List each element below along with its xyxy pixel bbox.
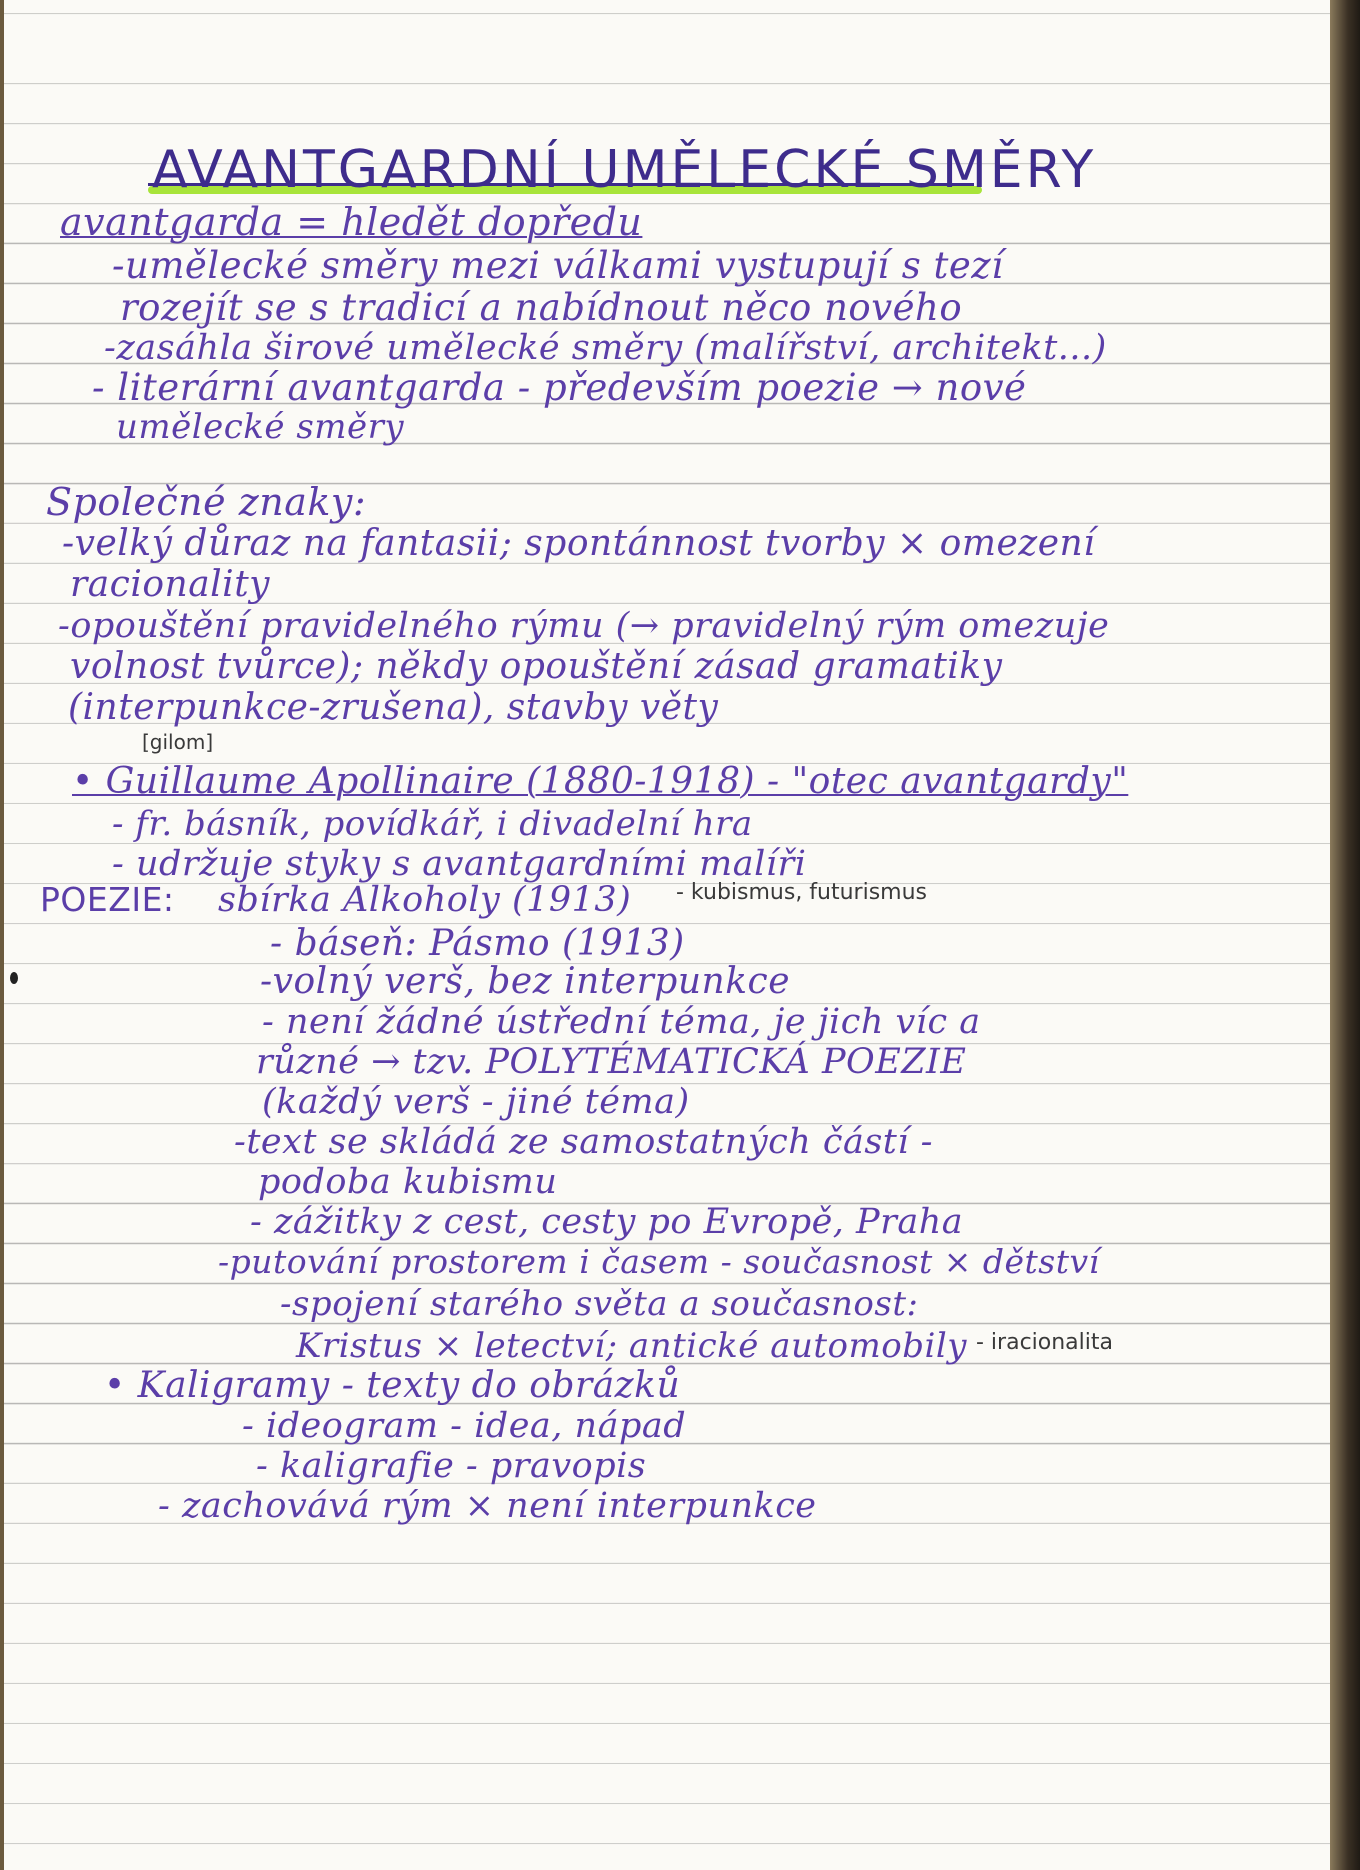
- pencil-note: - iracionalita: [976, 1330, 1113, 1355]
- note-line: -zasáhla širové umělecké směry (malířství, architekt...): [104, 328, 1107, 368]
- note-line: - zachovává rým × není interpunkce: [158, 1486, 817, 1526]
- avantgarda-definition: avantgarda = hledět dopředu: [60, 200, 643, 244]
- note-line: - udržuje styky s avantgardními malíři: [112, 844, 807, 884]
- section-heading: Společné znaky:: [46, 480, 367, 524]
- note-line: - kaligrafie - pravopis: [256, 1446, 647, 1486]
- poezie-label: POEZIE:: [40, 880, 175, 919]
- pencil-note: - kubismus, futurismus: [676, 880, 928, 905]
- note-line: - fr. básník, povídkář, i divadelní hra: [112, 804, 753, 844]
- note-line: -putování prostorem i časem - současnost × dětství: [218, 1242, 1100, 1281]
- author-heading: • Guillaume Apollinaire (1880-1918) - "otec avantgardy": [72, 761, 1129, 802]
- note-line: -text se skládá ze samostatných částí -: [234, 1122, 934, 1162]
- pronunciation-note: [gilom]: [142, 730, 214, 754]
- notebook-binding-edge: [1330, 0, 1360, 1870]
- note-line: - báseň: Pásmo (1913): [270, 923, 685, 964]
- note-line: - zážitky z cest, cesty po Evropě, Praha: [250, 1202, 964, 1242]
- note-line: • Kaligramy - texty do obrázků: [104, 1365, 681, 1406]
- note-line: volnost tvůrce); někdy opouštění zásad gramatiky: [70, 646, 1003, 687]
- note-line: - ideogram - idea, nápad: [242, 1406, 687, 1446]
- note-line: -volný verš, bez interpunkce: [260, 961, 791, 1002]
- note-line: - literární avantgarda - především poezie → nové: [92, 366, 1027, 409]
- page-title: AVANTGARDNÍ UMĚLECKÉ SMĚRY: [152, 140, 1097, 200]
- page-left-edge: [0, 0, 4, 1870]
- note-line: Kristus × letectví; antické automobily: [296, 1326, 967, 1366]
- note-line: rozejít se s tradicí a nabídnout něco nového: [120, 286, 963, 329]
- collection-title: sbírka Alkoholy (1913): [218, 880, 632, 920]
- binding-hole: [10, 972, 18, 984]
- note-line: -umělecké směry mezi válkami vystupují s tezí: [112, 244, 1004, 287]
- note-line: - není žádné ústřední téma, je jich víc a: [262, 1002, 981, 1042]
- note-line: podoba kubismu: [258, 1162, 558, 1202]
- note-line: -velký důraz na fantasii; spontánnost tvorby × omezení: [62, 523, 1096, 564]
- note-line: (každý verš - jiné téma): [262, 1082, 690, 1122]
- note-line: (interpunkce-zrušena), stavby věty: [68, 687, 719, 728]
- note-line: racionality: [70, 564, 271, 605]
- note-line: -opouštění pravidelného rýmu (→ pravidelný rým omezuje: [58, 606, 1110, 646]
- note-line: -spojení starého světa a současnost:: [280, 1284, 919, 1324]
- note-line: umělecké směry: [116, 407, 405, 447]
- note-line: různé → tzv. POLYTÉMATICKÁ POEZIE: [256, 1042, 967, 1082]
